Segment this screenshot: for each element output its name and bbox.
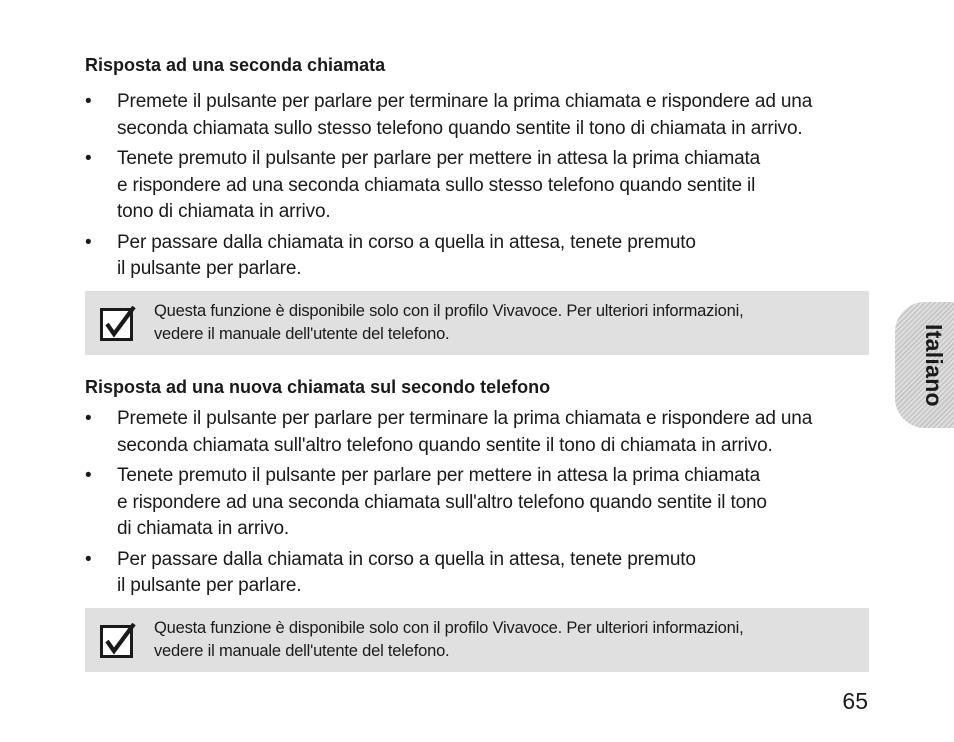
note-line: vedere il manuale dell'utente del telefono.	[154, 325, 450, 343]
bullet-marker: •	[85, 148, 92, 169]
bullet-list	[85, 406, 875, 604]
item-line: seconda chiamata sullo stesso telefono quando sentite il tono di chiamata in arrivo.	[117, 117, 803, 139]
item-line: tono di chiamata in arrivo.	[117, 201, 331, 222]
note-text	[154, 300, 854, 346]
list-item	[85, 463, 875, 543]
item-line: di chiamata in arrivo.	[117, 518, 289, 539]
item-line: Premete il pulsante per parlare per terminare la prima chiamata e rispondere ad una	[117, 408, 813, 429]
checkbox-check-icon	[100, 623, 136, 659]
item-line: Per passare dalla chiamata in corso a quella in attesa, tenete premuto	[117, 231, 696, 253]
item-line: seconda chiamata sull'altro telefono quando sentite il tono di chiamata in arrivo.	[117, 434, 773, 456]
note-box	[85, 608, 869, 672]
list-item	[85, 406, 875, 459]
note-line: Questa funzione è disponibile solo con il profilo Vivavoce. Per ulteriori informazioni,	[154, 302, 744, 320]
item-line: il pulsante per parlare.	[117, 575, 302, 596]
bullet-marker: •	[85, 548, 92, 570]
list-item	[85, 230, 875, 283]
note-box	[85, 291, 869, 355]
list-item	[85, 89, 875, 142]
list-item	[85, 146, 875, 226]
item-line: Tenete premuto il pulsante per parlare per mettere in attesa la prima chiamata	[117, 465, 761, 486]
note-line: Questa funzione è disponibile solo con il profilo Vivavoce. Per ulteriori informazioni,	[154, 619, 744, 637]
section-heading: Risposta ad una nuova chiamata sul secondo telefono	[85, 377, 551, 397]
bullet-marker: •	[85, 91, 92, 112]
item-line: e rispondere ad una seconda chiamata sull'altro telefono quando sentite il tono	[117, 491, 767, 513]
item-line: Premete il pulsante per parlare per terminare la prima chiamata e rispondere ad una	[117, 91, 813, 112]
item-line: e rispondere ad una seconda chiamata sullo stesso telefono quando sentite il	[117, 174, 756, 196]
bullet-marker: •	[85, 465, 92, 486]
item-line: il pulsante per parlare.	[117, 258, 302, 279]
note-text	[154, 617, 854, 663]
item-line: Tenete premuto il pulsante per parlare per mettere in attesa la prima chiamata	[117, 148, 761, 169]
bullet-marker: •	[85, 408, 92, 429]
note-line: vedere il manuale dell'utente del telefono.	[154, 642, 450, 660]
page-number: 65	[842, 688, 868, 714]
list-item	[85, 547, 875, 600]
bullet-list	[85, 89, 875, 287]
language-tab-label: Italiano	[921, 323, 947, 407]
item-line: Per passare dalla chiamata in corso a quella in attesa, tenete premuto	[117, 548, 696, 570]
checkbox-check-icon	[100, 306, 136, 342]
section-heading: Risposta ad una seconda chiamata	[85, 55, 386, 75]
bullet-marker: •	[85, 231, 92, 253]
language-tab	[895, 302, 954, 428]
